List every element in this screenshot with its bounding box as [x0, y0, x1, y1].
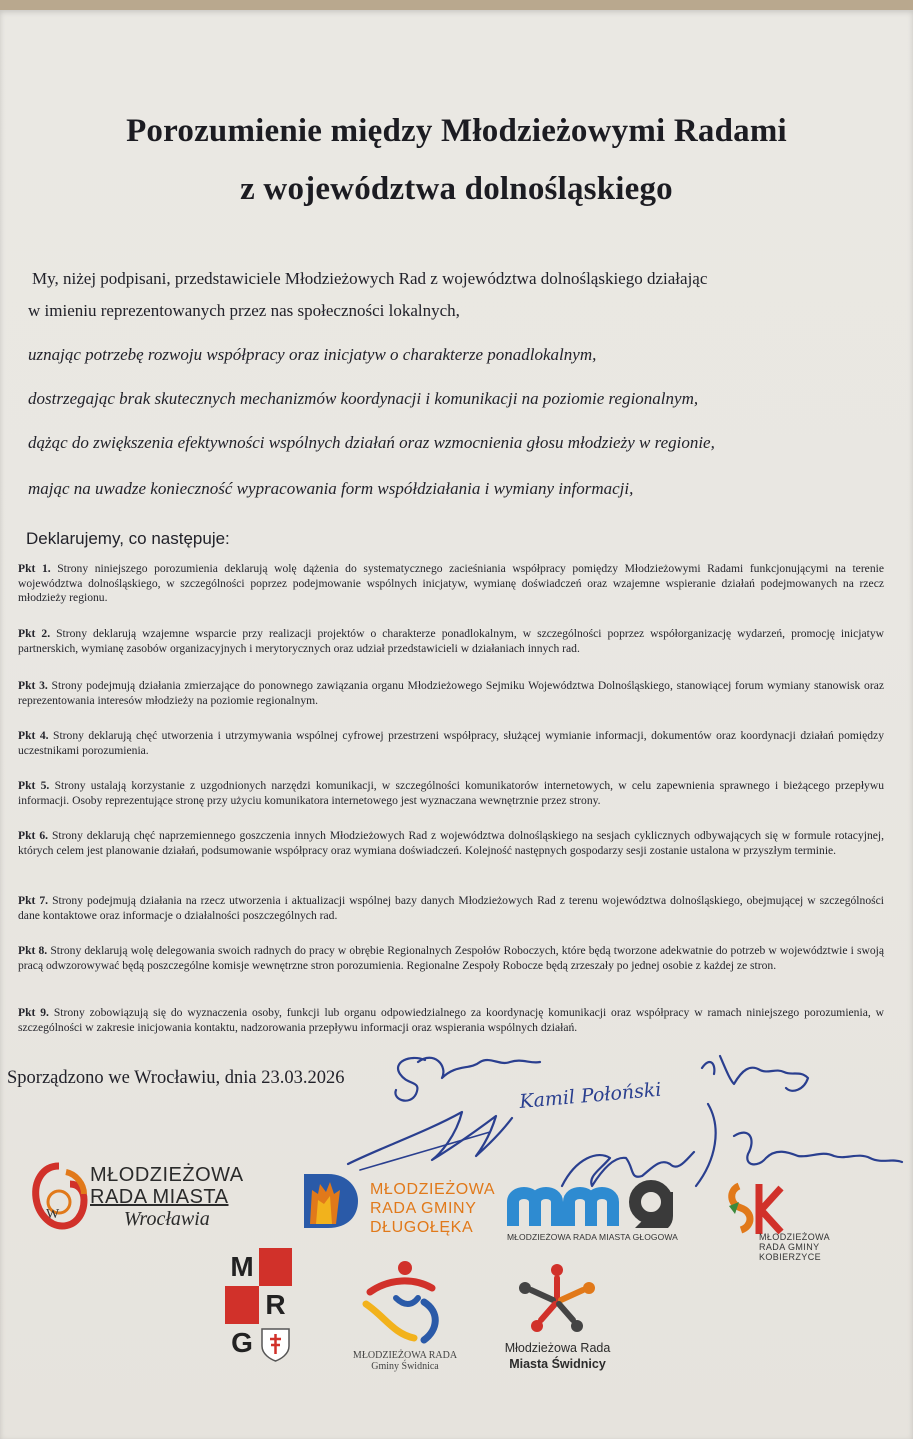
- glogow-mmg-mark-icon: [505, 1180, 685, 1228]
- logo-mrm-glogow: [505, 1180, 690, 1245]
- logo-swidnica-miasto-line-1: Młodzieżowa Rada: [504, 1341, 611, 1355]
- point-text: Strony zobowiązują się do wyznaczenia osoby, funkcji lub organu odpowiedzialnego za koordynację komunikacji oraz współpracy w ramach niniejszego porozumienia, w szczególności w zakresie inicjowania kontaktu, nadzorowania przepływu informacji oraz wspierania wspólnych działań.: [18, 1006, 884, 1034]
- logo-wroclaw-line-3: Wrocławia: [123, 1208, 210, 1230]
- logo-wroclaw-line-1: MŁODZIEŻOWA: [90, 1164, 244, 1186]
- logo-mr-gminy-swidnica: [340, 1258, 470, 1378]
- point-label: Pkt 7.: [18, 894, 49, 907]
- point-3: [18, 679, 884, 708]
- preamble-line-1: My, niżej podpisani, przedstawiciele Młodzieżowych Rad z województwa dolnośląskiego działając: [32, 269, 708, 288]
- point-5: [18, 779, 884, 808]
- logo-kobierzyce-line-3: KOBIERZYCE: [759, 1252, 822, 1262]
- point-text: Strony podejmują działania na rzecz utworzenia i aktualizacji wspólnej bazy danych Młodzieżowych Rad z terenu województwa dolnośląskiego, obejmującej w szczególności dane kontaktowe oraz informacje o działalności poszczególnych rad.: [18, 894, 885, 922]
- swidnica-gmina-emblem-icon: [360, 1258, 450, 1344]
- document-page: [0, 10, 913, 1439]
- preamble-clause-4: mając na uwadze konieczność wypracowania form współdziałania i wymiany informacji,: [28, 479, 634, 498]
- logo-swidnica-gmina-line-2: Gminy Świdnica: [371, 1361, 439, 1372]
- point-text: Strony ustalają korzystanie z uzgodnionych narzędzi komunikacji, w szczególności komunikatorów internetowych, w celu zapewnienia sprawnego i bieżącego przepływu informacji. Osoby reprezentujące stronę przy użyciu komunikatora internetowego jest wyznaczana wewnętrznie przez strony.: [18, 779, 885, 807]
- logo-wroclaw-line-2: RADA MIASTA: [90, 1186, 229, 1208]
- logo-mrg: [225, 1248, 293, 1368]
- logo-swidnica-gmina-line-1: MŁODZIEŻOWA RADA: [352, 1350, 458, 1361]
- point-label: Pkt 6.: [18, 829, 49, 842]
- preamble-clause-3: dążąc do zwiększenia efektywności wspólnych działań oraz wzmocnienia głosu młodzieży w regionie,: [28, 433, 715, 452]
- logo-kobierzyce-line-1: MŁODZIEŻOWA: [759, 1232, 831, 1242]
- logo-mrg-letter-m: M: [230, 1251, 254, 1282]
- preamble-line-2: w imieniu reprezentowanych przez nas społeczności lokalnych,: [28, 301, 460, 320]
- point-7: [18, 894, 884, 923]
- point-text: Strony niniejszego porozumienia deklarują wolę dążenia do systematycznego zacieśniania współpracy pomiędzy Młodzieżowymi Radami funkcjonującymi na terenie województwa dolnośląskiego, w szczególności poprzez podejmowanie wspólnych inicjatyw, wymianę doświadczeń oraz wzajemne wspieranie działań podejmowanych na rzecz młodzieży regionu.: [18, 562, 884, 605]
- document-title: [40, 102, 873, 218]
- point-label: Pkt 8.: [18, 944, 48, 957]
- logo-dlugoleka-line-1: MŁODZIEŻOWA: [370, 1181, 496, 1198]
- kobierzyce-emblem-icon: [725, 1180, 785, 1238]
- declaration-heading: Deklarujemy, co następuje:: [26, 529, 230, 548]
- coat-of-arms-icon: [259, 1326, 292, 1362]
- wroclaw-emblem-icon: [30, 1160, 88, 1234]
- point-8: [18, 944, 884, 973]
- point-1: [18, 562, 884, 606]
- point-label: Pkt 1.: [18, 562, 51, 575]
- logo-mrg-dlugoleka: [300, 1170, 496, 1245]
- point-label: Pkt 4.: [18, 729, 49, 742]
- point-6: [18, 829, 884, 858]
- title-line-2: z województwa dolnośląskiego: [240, 171, 673, 207]
- point-label: Pkt 3.: [18, 679, 48, 692]
- point-label: Pkt 2.: [18, 627, 51, 640]
- preamble-clause-1: uznając potrzebę rozwoju współpracy oraz inicjatyw o charakterze ponadlokalnym,: [28, 345, 597, 364]
- logo-mrm-wroclaw: [30, 1160, 255, 1240]
- logo-mrg-letter-r: R: [265, 1289, 286, 1320]
- preamble-clause-2: dostrzegając brak skutecznych mechanizmów koordynacji i komunikacji na poziomie regionalnym,: [28, 389, 699, 408]
- logo-mrg-red-block: [225, 1286, 259, 1324]
- point-label: Pkt 5.: [18, 779, 50, 792]
- point-text: Strony deklarują chęć utworzenia i utrzymywania wspólnej cyfrowej przestrzeni współpracy, służącej wymianie informacji, dokumentów oraz koordynacji działań pomiędzy uczestnikami porozumienia.: [18, 729, 884, 757]
- point-2: [18, 627, 884, 656]
- svg-text:W: W: [46, 1207, 60, 1222]
- logo-glogow-subtitle: MŁODZIEŻOWA RADA MIASTA GŁOGOWA: [507, 1232, 678, 1242]
- logo-mrg-kobierzyce: [725, 1180, 845, 1270]
- point-9: [18, 1006, 884, 1035]
- signature-name: Kamil Połoński: [518, 1078, 663, 1113]
- logo-swidnica-miasto-line-2: Miasta Świdnicy: [509, 1357, 606, 1371]
- point-label: Pkt 9.: [18, 1006, 49, 1019]
- dlugoleka-emblem-icon: [300, 1170, 360, 1232]
- logo-mrg-red-block: [259, 1248, 292, 1286]
- title-line-1: Porozumienie między Młodzieżowymi Radami: [126, 113, 787, 149]
- point-4: [18, 729, 884, 758]
- swidnica-miasto-emblem-icon: [517, 1262, 597, 1336]
- place-and-date: Sporządzono we Wrocławiu, dnia 23.03.2026: [7, 1068, 345, 1088]
- logo-dlugoleka-line-2: RADA GMINY: [370, 1200, 477, 1217]
- logo-mrg-letter-g: G: [231, 1327, 253, 1358]
- point-text: Strony deklarują wzajemne wsparcie przy realizacji projektów o charakterze ponadlokalnym, w szczególności poprzez współorganizację wydarzeń, promocję inicjatyw partnerskich, wymianę zasobów organizacyjnych i merytorycznych oraz udział przedstawicieli w działaniach innych rad.: [18, 627, 884, 655]
- point-text: Strony podejmują działania zmierzające do ponownego zawiązania organu Młodzieżowego Sejmiku Województwa Dolnośląskiego, stanowiącej forum wymiany stanowisk oraz reprezentowania interesów młodzieży na poziomie regionalnym.: [18, 679, 885, 707]
- logo-kobierzyce-line-2: RADA GMINY: [759, 1242, 820, 1252]
- logo-dlugoleka-line-3: DŁUGOŁĘKA: [370, 1219, 474, 1236]
- point-text: Strony deklarują chęć naprzemiennego goszczenia innych Młodzieżowych Rad z województwa dolnośląskiego na sesjach cyklicznych odbywających się w formule rotacyjnej, których celem jest planowanie działań, podsumowanie współpracy oraz wymiana doświadczeń. Kolejność następnych gospodarzy sesji zostanie ustalona w przyszłym terminie.: [18, 829, 885, 857]
- point-text: Strony deklarują wolę delegowania swoich radnych do pracy w obrębie Regionalnych Zespołów Roboczych, które będą tworzone adekwatnie do potrzeb w województwie i swoją pracą odwzorowywać będą poszczególne komisje wewnętrzne stron porozumienia. Regionalne Zespoły Robocze będą zrzeszały po jednej osobie z każdej ze stron.: [18, 944, 885, 972]
- logo-mr-miasta-swidnicy: [495, 1262, 620, 1377]
